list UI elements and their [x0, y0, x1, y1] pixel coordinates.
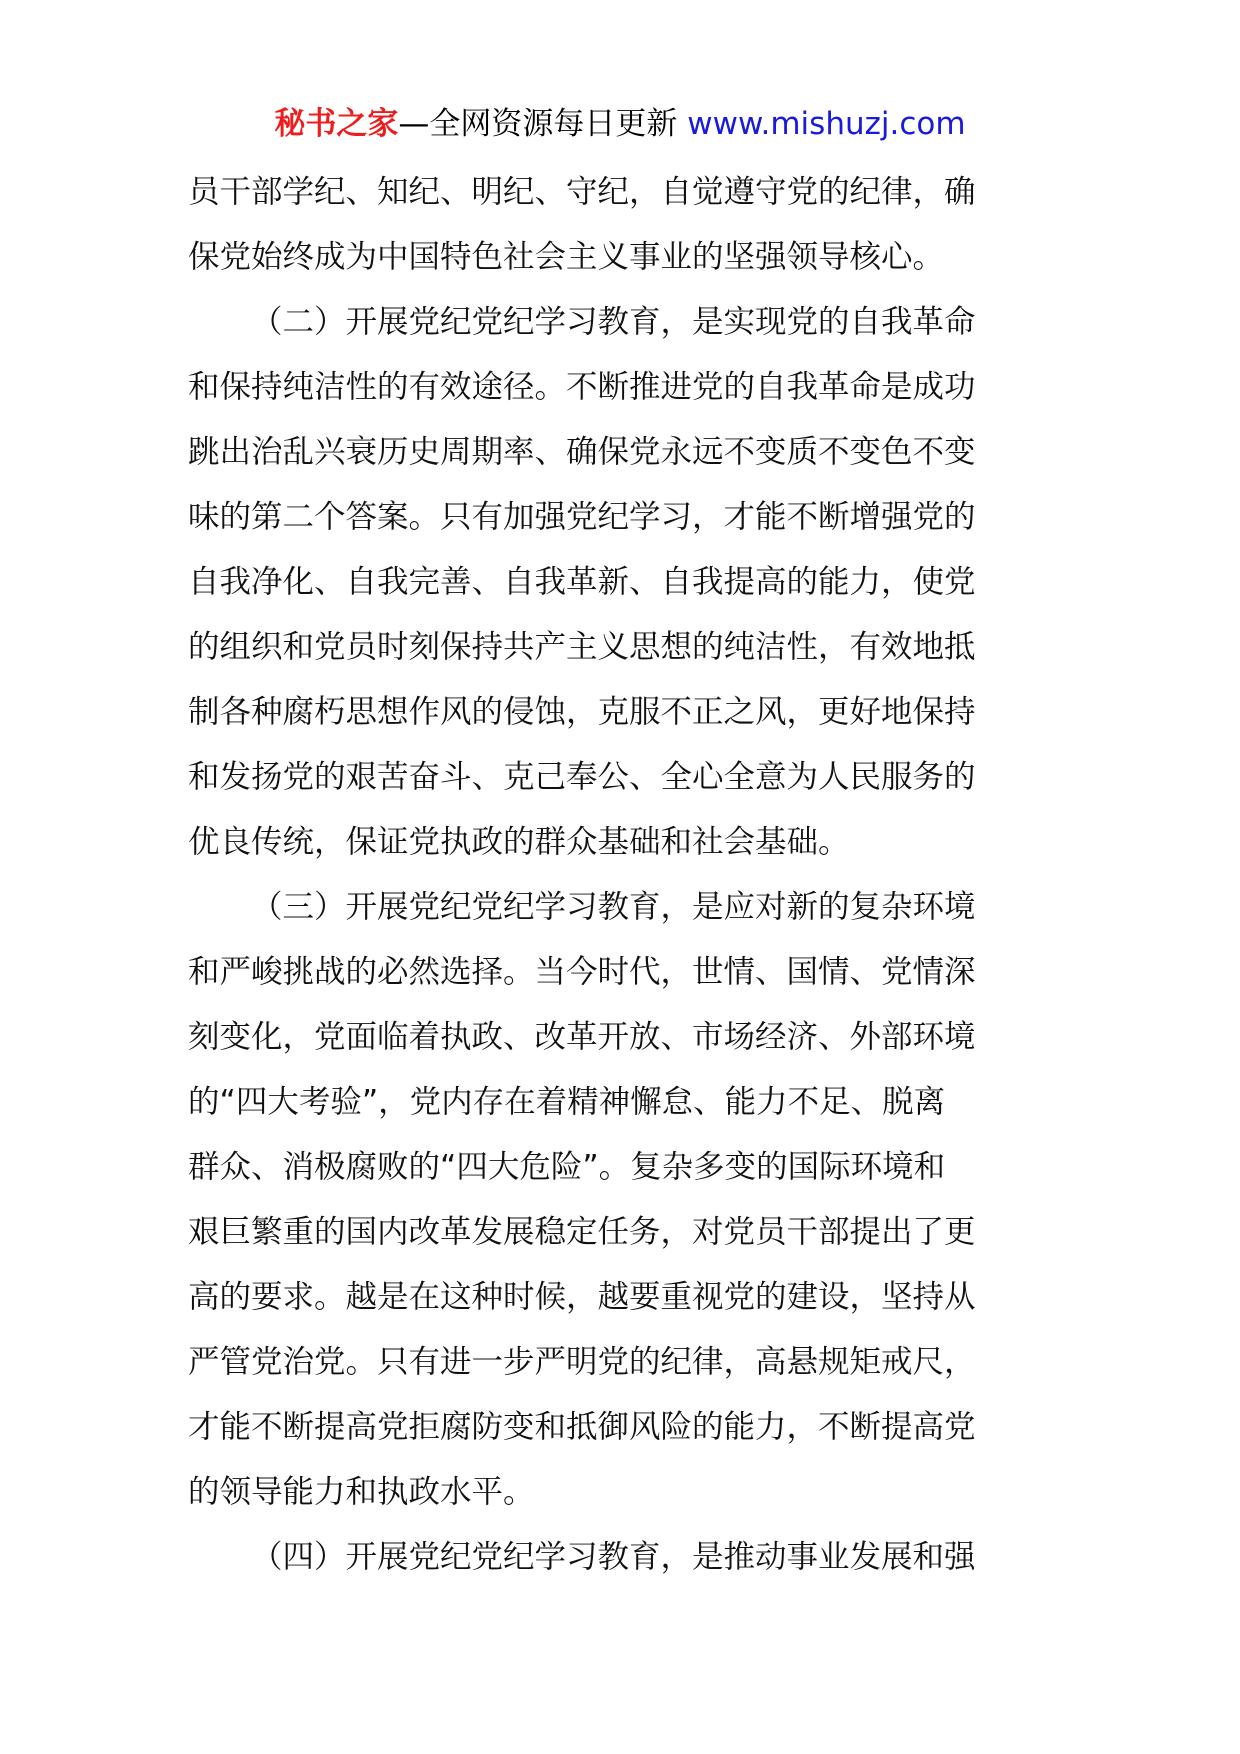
brand-name: 秘书之家 [274, 106, 399, 142]
body-line: （四）开展党纪党纪学习教育，是推动事业发展和强 [251, 1539, 976, 1575]
document-body [188, 160, 1056, 1590]
header-tagline: —全网资源每日更新 [398, 106, 678, 142]
body-line: 和保持纯洁性的有效途径。不断推进党的自我革命是成功 [188, 369, 976, 405]
site-url: www.mishuzj.com [687, 106, 966, 142]
body-line: 的领导能力和执政水平。 [188, 1474, 535, 1510]
body-line: （二）开展党纪党纪学习教育，是实现党的自我革命 [251, 304, 976, 340]
body-line: 严管党治党。只有进一步严明党的纪律，高悬规矩戒尺， [188, 1344, 976, 1380]
body-line: 才能不断提高党拒腐防变和抵御风险的能力，不断提高党 [188, 1409, 976, 1445]
body-line: 优良传统，保证党执政的群众基础和社会基础。 [188, 824, 850, 860]
body-line: 员干部学纪、知纪、明纪、守纪，自觉遵守党的纪律，确 [188, 174, 976, 210]
body-line: 和严峻挑战的必然选择。当今时代，世情、国情、党情深 [188, 954, 976, 990]
body-line: 制各种腐朽思想作风的侵蚀，克服不正之风，更好地保持 [188, 694, 976, 730]
body-line: 高的要求。越是在这种时候，越要重视党的建设，坚持从 [188, 1279, 976, 1315]
body-line: 的组织和党员时刻保持共产主义思想的纯洁性，有效地抵 [188, 629, 976, 665]
body-line: 刻变化，党面临着执政、改革开放、市场经济、外部环境 [188, 1019, 976, 1055]
body-line: 跳出治乱兴衰历史周期率、确保党永远不变质不变色不变 [188, 434, 976, 470]
body-line: 的“四大考验”，党内存在着精神懈怠、能力不足、脱离 [188, 1084, 946, 1120]
body-line: 和发扬党的艰苦奋斗、克己奉公、全心全意为人民服务的 [188, 759, 976, 795]
body-line: 自我净化、自我完善、自我革新、自我提高的能力，使党 [188, 564, 976, 600]
body-line: 艰巨繁重的国内改革发展稳定任务，对党员干部提出了更 [188, 1214, 976, 1250]
body-line: 群众、消极腐败的“四大危险”。复杂多变的国际环境和 [188, 1149, 946, 1185]
body-line: 味的第二个答案。只有加强党纪学习，才能不断增强党的 [188, 499, 976, 535]
body-line: （三）开展党纪党纪学习教育，是应对新的复杂环境 [251, 889, 976, 925]
body-line: 保党始终成为中国特色社会主义事业的坚强领导核心。 [188, 239, 945, 275]
watermark-header [0, 100, 1240, 148]
